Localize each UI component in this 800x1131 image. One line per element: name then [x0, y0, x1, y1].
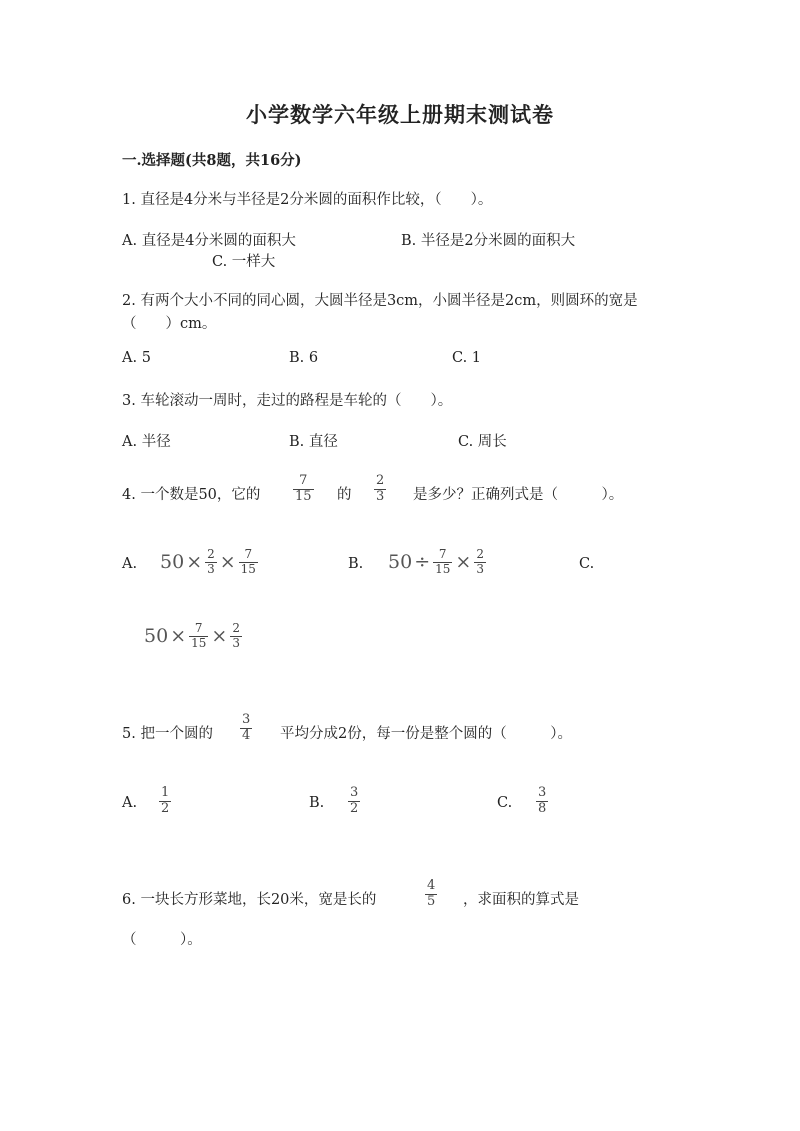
question-1-option-a: A. 直径是4分米圆的面积大: [122, 233, 296, 249]
fraction-numerator: 7: [293, 474, 314, 490]
question-3-option-a: A. 半径: [122, 434, 171, 450]
fraction-numerator: 2: [207, 547, 215, 561]
question-1-text: 1. 直径是4分米与半径是2分米圆的面积作比较，（ ）。: [122, 192, 493, 208]
expression-fraction: [230, 622, 242, 651]
multiply-sign: ×: [455, 551, 472, 574]
question-3-text: 3. 车轮滚动一周时，走过的路程是车轮的（ ）。: [122, 393, 453, 409]
question-4-text-part3: 是多少？正确列式是（ ）。: [413, 487, 624, 503]
question-1-option-b: B. 半径是2分米圆的面积大: [401, 233, 576, 249]
fraction-denominator: 2: [350, 800, 359, 816]
expression-fraction: [205, 548, 217, 577]
question-2-option-b: B. 6: [289, 350, 319, 366]
question-2-text-line2: （ ）cm。: [122, 316, 217, 332]
fraction-numerator: 2: [232, 621, 240, 635]
question-5-text-part1: 5. 把一个圆的: [122, 726, 213, 742]
question-4-text-part2: 的: [337, 487, 352, 503]
question-2-option-a: A. 5: [122, 350, 151, 366]
question-4-option-b-expression: [388, 548, 487, 577]
fraction-numerator: 7: [189, 622, 208, 637]
question-4-option-c-label: C.: [579, 556, 595, 572]
question-5-option-c-fraction: [536, 786, 548, 817]
question-5-option-b-label: B.: [309, 795, 325, 811]
question-4-text-part1: 4. 一个数是50，它的: [122, 487, 261, 503]
fraction-numerator: 2: [376, 473, 385, 488]
fraction-numerator: 7: [433, 548, 452, 563]
question-4-option-c-expression: [144, 622, 243, 651]
fraction-denominator: 15: [295, 488, 312, 504]
question-5-text-part2: 平均分成2份，每一份是整个圆的（ ）。: [280, 726, 572, 742]
fraction-denominator: 15: [191, 635, 207, 650]
fraction-numerator: 3: [350, 785, 359, 800]
fraction-numerator: 3: [242, 712, 251, 727]
question-6-text-part2: ，求面积的算式是: [463, 892, 579, 908]
fraction-denominator: 4: [242, 727, 251, 743]
question-3-option-c: C. 周长: [458, 434, 507, 450]
question-4-fraction-2: [374, 474, 386, 505]
fraction-numerator: 7: [239, 548, 258, 563]
expression-fraction: [474, 548, 486, 577]
page-title: 小学数学六年级上册期末测试卷: [246, 102, 554, 127]
expression-number: 50: [388, 551, 413, 574]
fraction-denominator: 3: [232, 635, 240, 650]
multiply-sign: ×: [186, 551, 203, 574]
question-6-fraction: [425, 879, 437, 910]
question-5-option-b-fraction: [348, 786, 360, 817]
fraction-denominator: 8: [538, 800, 547, 816]
fraction-denominator: 3: [207, 561, 215, 576]
expression-number: 50: [160, 551, 185, 574]
fraction-denominator: 15: [435, 561, 451, 576]
question-6-text-line2: （ ）。: [122, 932, 202, 948]
multiply-sign: ×: [211, 625, 228, 648]
question-4-fraction-1: [293, 474, 314, 505]
question-4-option-a-label: A.: [122, 556, 138, 572]
expression-fraction: [189, 622, 208, 651]
divide-sign: ÷: [414, 551, 431, 574]
question-4-option-b-label: B.: [348, 556, 364, 572]
fraction-denominator: 2: [161, 800, 170, 816]
question-6-text-part1: 6. 一块长方形菜地，长20米，宽是长的: [122, 892, 377, 908]
fraction-numerator: 4: [427, 878, 436, 893]
question-5-fraction: [240, 713, 252, 744]
question-5-option-a-label: A.: [122, 795, 138, 811]
expression-fraction: [239, 548, 258, 577]
fraction-denominator: 3: [376, 488, 385, 504]
question-2-option-c: C. 1: [452, 350, 482, 366]
expression-number: 50: [144, 625, 169, 648]
fraction-denominator: 3: [476, 561, 484, 576]
expression-fraction: [433, 548, 452, 577]
question-4-option-a-expression: [160, 548, 259, 577]
question-3-option-b: B. 直径: [289, 434, 338, 450]
multiply-sign: ×: [170, 625, 187, 648]
fraction-denominator: 5: [427, 893, 436, 909]
fraction-numerator: 3: [538, 785, 547, 800]
section-heading: 一.选择题(共8题，共16分): [122, 152, 302, 169]
question-1-option-c: C. 一样大: [212, 254, 276, 270]
question-5-option-c-label: C.: [497, 795, 513, 811]
fraction-numerator: 2: [476, 547, 484, 561]
question-5-option-a-fraction: [159, 786, 171, 817]
multiply-sign: ×: [219, 551, 236, 574]
fraction-numerator: 1: [161, 785, 170, 800]
fraction-denominator: 15: [240, 561, 256, 576]
question-2-text-line1: 2. 有两个大小不同的同心圆，大圆半径是3cm，小圆半径是2cm，则圆环的宽是: [122, 293, 638, 309]
